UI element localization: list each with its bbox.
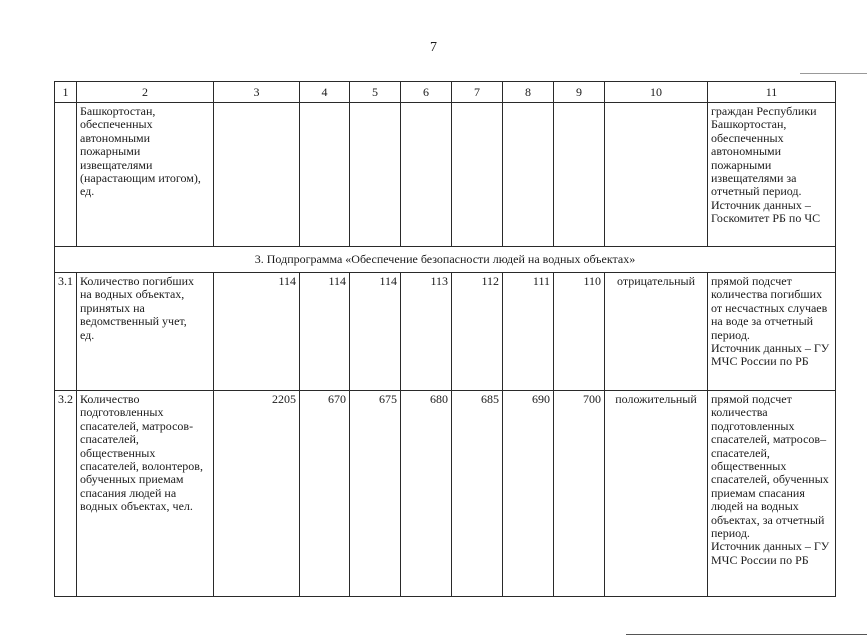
column-header: 7 (452, 82, 503, 103)
direction-cell: положительный (605, 391, 708, 597)
column-header: 3 (214, 82, 300, 103)
scan-edge-line (626, 634, 867, 635)
value-cell: 675 (350, 391, 401, 597)
indicator-name-cell: Башкортостан, обеспеченных автономными пожарными извещателями (нарастающим итогом), ед. (77, 103, 214, 247)
index-cell: 3.2 (55, 391, 77, 597)
column-header: 8 (503, 82, 554, 103)
scan-edge-line (800, 73, 867, 74)
indicators-table (54, 81, 836, 597)
value-cell (350, 103, 401, 247)
value-cell: 111 (503, 273, 554, 391)
column-header: 2 (77, 82, 214, 103)
source-cell: прямой подсчет количества подготовленных спасателей, матросов– спасателей, общественных спасателей, обученных приемам спасания людей на водных объектах, за отчетный период. Источник данных – ГУ МЧС России по РБ (708, 391, 836, 597)
table-row (55, 391, 836, 597)
value-cell: 680 (401, 391, 452, 597)
value-cell: 700 (554, 391, 605, 597)
indicator-name-cell: Количество погибших на водных объектах, принятых на ведомственный учет, ед. (77, 273, 214, 391)
column-header: 9 (554, 82, 605, 103)
source-cell: прямой подсчет количества погибших от несчастных случаев на воде за отчетный период. Источник данных – ГУ МЧС России по РБ (708, 273, 836, 391)
value-cell: 112 (452, 273, 503, 391)
value-cell: 2205 (214, 391, 300, 597)
direction-cell: отрицательный (605, 273, 708, 391)
column-header: 10 (605, 82, 708, 103)
column-header: 5 (350, 82, 401, 103)
value-cell: 114 (214, 273, 300, 391)
column-header: 1 (55, 82, 77, 103)
value-cell (300, 103, 350, 247)
value-cell: 685 (452, 391, 503, 597)
indicator-name-cell: Количество подготовленных спасателей, матросов- спасателей, общественных спасателей, волонтеров, обученных приемам спасания людей на водных объектах, чел. (77, 391, 214, 597)
value-cell: 113 (401, 273, 452, 391)
section-row (55, 247, 836, 273)
direction-cell (605, 103, 708, 247)
column-header: 11 (708, 82, 836, 103)
value-cell: 690 (503, 391, 554, 597)
source-cell: граждан Республики Башкортостан, обеспеченных автономными пожарными извещателями за отчетный период. Источник данных – Госкомитет РБ по ЧС (708, 103, 836, 247)
value-cell: 670 (300, 391, 350, 597)
column-header: 6 (401, 82, 452, 103)
table-header-row (55, 82, 836, 103)
value-cell (401, 103, 452, 247)
value-cell: 114 (350, 273, 401, 391)
table-row (55, 273, 836, 391)
index-cell (55, 103, 77, 247)
table-row (55, 103, 836, 247)
index-cell: 3.1 (55, 273, 77, 391)
page-number: 7 (430, 40, 437, 55)
value-cell: 114 (300, 273, 350, 391)
value-cell: 110 (554, 273, 605, 391)
section-title: 3. Подпрограмма «Обеспечение безопасности людей на водных объектах» (55, 247, 836, 273)
value-cell (503, 103, 554, 247)
column-header: 4 (300, 82, 350, 103)
value-cell (452, 103, 503, 247)
value-cell (554, 103, 605, 247)
value-cell (214, 103, 300, 247)
